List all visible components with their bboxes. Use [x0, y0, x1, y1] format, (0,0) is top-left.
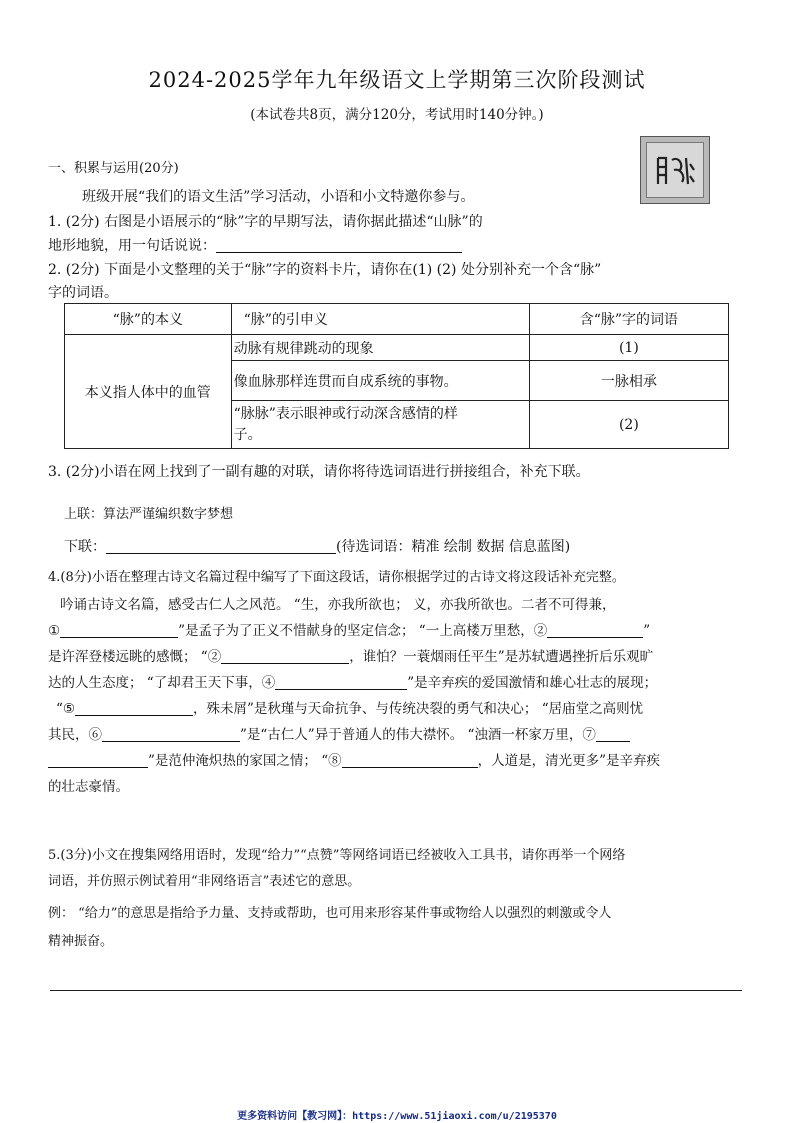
ancient-character-image [640, 136, 710, 204]
q5-example-line2: 精神振奋。 [48, 934, 114, 949]
table-original-meaning: 本义指人体中的血管 [65, 335, 232, 449]
q4-line: ① ”是孟子为了正义不惜献身的坚定信念； “一上高楼万里愁，② ” [48, 618, 748, 644]
blank-1[interactable] [60, 620, 178, 638]
q4-line: 其民，⑥ ”是“古仁人”异于普通人的伟大襟怀。 “浊酒一杯家万里，⑦ [48, 722, 748, 748]
couplet-word-hint: (待选词语：精准 绘制 数据 信息蓝图) [336, 539, 571, 555]
q4-line: ”是范仲淹炽热的家国之情； “⑧ ，人道是，清光更多”是辛弃疾 [48, 748, 748, 774]
table-header-extended: “脉”的引申义 [231, 304, 529, 335]
section-heading: 一、积累与运用(20分) [48, 161, 179, 176]
couplet-answer-blank[interactable] [106, 536, 336, 554]
page-title: 2024-2025学年九年级语文上学期第三次阶段测试 [148, 68, 646, 92]
q4-line: 是许浑登楼远眺的感慨； “② ，谁怕？一蓑烟雨任平生”是苏轼遭遇挫折后乐观旷 [48, 644, 748, 670]
section-intro: 班级开展“我们的语文生活”学习活动，小语和小文特邀你参与。 [82, 189, 475, 205]
blank-3[interactable] [221, 646, 349, 664]
couplet-upper: 上联：算法严谨编织数字梦想 [64, 507, 234, 522]
footer-link[interactable]: 更多资料访问【教习网】：https://www.51jiaoxi.com/u/2195370 [237, 1111, 557, 1122]
q4-line: 达的人生态度； “了却君王天下事，④ ”是辛弃疾的爱国激情和雄心壮志的展现； [48, 670, 748, 696]
blank-8[interactable] [342, 750, 478, 768]
q3-stem: 3. (2分)小语在网上找到了一副有趣的对联，请你将待选词语进行拼接组合，补充下联。 [48, 464, 590, 480]
answer-line[interactable] [50, 990, 742, 991]
q4-line: 的壮志豪情。 [48, 779, 129, 795]
seal-glyph-icon [652, 150, 698, 190]
q5-example-line1: 例： “给力”的意思是指给予力量、支持或帮助，也可用来形容某件事或物给人以强烈的刺激或令人 [48, 906, 612, 921]
info-card-table [64, 303, 729, 449]
q4-stem: 4.(8分)小语在整理古诗文名篇过程中编写了下面这段话，请你根据学过的古诗文将这段话补充完整。 [48, 570, 625, 585]
q1-answer-blank[interactable] [216, 235, 462, 253]
q1-stem-line1: 1. (2分) 右图是小语展示的“脉”字的早期写法，请你据此描述“山脉”的 [48, 214, 483, 230]
blank-5[interactable] [75, 698, 193, 716]
table-header-words: 含“脉”字的词语 [529, 304, 728, 335]
q2-stem-line1: 2. (2分) 下面是小文整理的关于“脉”字的资料卡片，请你在(1) (2) 处分别补充一个含“脉” [48, 262, 602, 278]
q1-stem-text: 地形地貌，用一句话说说： [48, 238, 216, 254]
blank-7[interactable] [596, 724, 630, 742]
blank-6[interactable] [102, 724, 240, 742]
blank-7-cont[interactable] [48, 750, 148, 768]
q4-line: “⑤ ，殊未屑”是秋瑾与天命抗争、与传统决裂的勇气和决心； “居庙堂之高则忧 [48, 696, 748, 722]
q2-stem-line2: 字的词语。 [48, 285, 118, 301]
table-row-meaning: 像血脉那样连贯而自成系统的事物。 [231, 361, 529, 401]
blank-4[interactable] [275, 672, 407, 690]
table-word: 一脉相承 [529, 361, 728, 401]
couplet-lower-label: 下联： [64, 539, 106, 555]
blank-2[interactable] [547, 620, 643, 638]
q5-stem-line2: 词语，并仿照示例试着用“非网络语言”表述它的意思。 [48, 874, 361, 889]
table-answer-slot-2[interactable]: (2) [529, 401, 728, 449]
table-header-original: “脉”的本义 [65, 304, 232, 335]
couplet-lower-line [64, 536, 570, 556]
q5-stem-line1: 5.(3分)小文在搜集网络用语时，发现“给力”“点赞”等网络词语已经被收入工具书，请你再举一个网络 [48, 848, 626, 863]
page-subtitle: (本试卷共8页，满分120分，考试用时140分钟。) [250, 107, 544, 123]
q4-passage [48, 592, 748, 800]
table-row-meaning: “脉脉”表示眼神或行动深含感情的样 子。 [231, 401, 529, 449]
q4-line: 吟诵古诗文名篇，感受古仁人之风范。 “生，亦我所欲也； 义，亦我所欲也。二者不可得兼， [60, 597, 616, 613]
q1-stem-line2 [48, 235, 462, 255]
table-row-meaning: 动脉有规律跳动的现象 [231, 335, 529, 361]
table-answer-slot-1[interactable]: (1) [529, 335, 728, 361]
